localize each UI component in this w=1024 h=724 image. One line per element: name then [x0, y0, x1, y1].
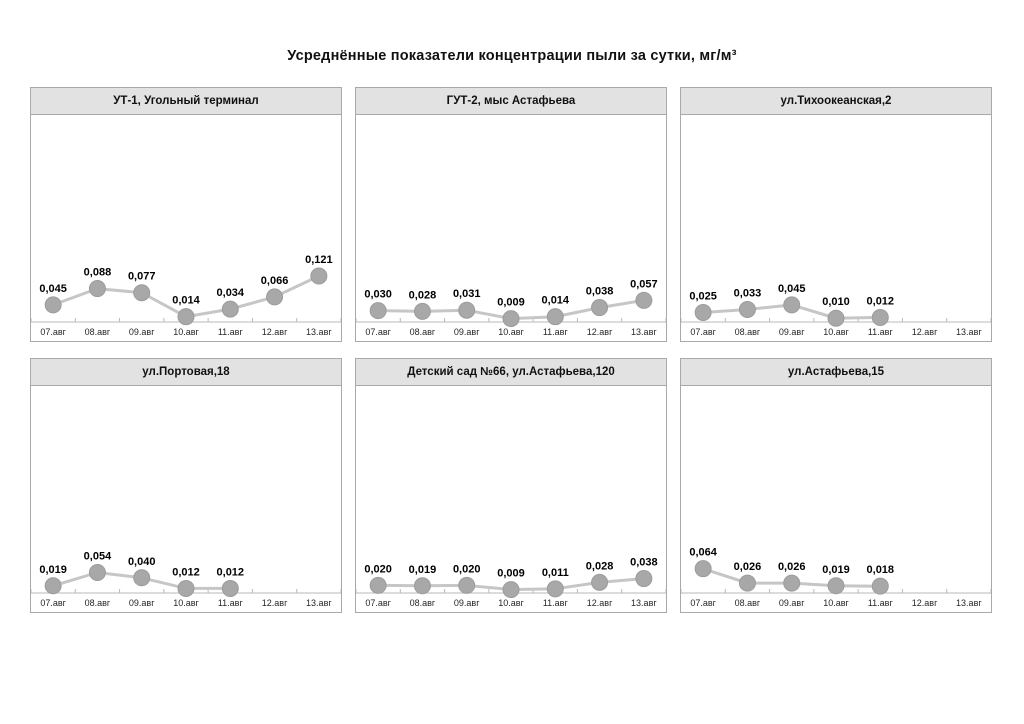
- data-point: [636, 292, 652, 308]
- data-point: [178, 309, 194, 325]
- x-axis-label: 11.авг: [867, 598, 893, 608]
- chart-panel-tikhookeanskaya: [680, 87, 992, 342]
- value-label: 0,034: [216, 287, 245, 300]
- x-axis-label: 09.авг: [778, 598, 805, 608]
- value-label: 0,088: [83, 266, 112, 279]
- x-axis-label: 13.авг: [631, 598, 657, 608]
- x-axis-label: 11.авг: [542, 327, 568, 337]
- chart-title: Детский сад №66, ул.Астафьева,120: [356, 359, 666, 386]
- value-label: 0,040: [127, 555, 156, 568]
- chart-panel-ut1: [30, 87, 342, 342]
- line-chart: [31, 115, 341, 341]
- chart-plot-area: [31, 115, 341, 341]
- value-label: 0,026: [733, 561, 762, 574]
- x-axis-label: 11.авг: [867, 327, 893, 337]
- value-label: 0,010: [822, 296, 850, 309]
- chart-panel-astafyeva15: [680, 358, 992, 613]
- x-axis-label: 12.авг: [911, 327, 938, 337]
- data-point: [178, 580, 194, 596]
- x-axis-label: 12.авг: [586, 327, 613, 337]
- data-point: [592, 574, 608, 590]
- x-axis-label: 12.авг: [586, 598, 613, 608]
- chart-plot-area: [31, 386, 341, 612]
- value-label: 0,045: [777, 282, 806, 295]
- value-label: 0,019: [39, 563, 67, 576]
- x-axis-label: 10.авг: [823, 598, 849, 608]
- data-point: [222, 301, 238, 317]
- data-point: [784, 575, 800, 591]
- data-point: [872, 309, 888, 325]
- x-axis-label: 13.авг: [631, 327, 657, 337]
- data-point: [695, 305, 711, 321]
- chart-plot-area: [681, 386, 991, 612]
- data-point: [414, 578, 430, 594]
- data-point: [414, 303, 430, 319]
- x-axis-label: 09.авг: [453, 327, 480, 337]
- value-label: 0,054: [83, 550, 112, 563]
- value-label: 0,121: [305, 254, 333, 267]
- value-label: 0,009: [497, 567, 525, 580]
- chart-plot-area: [356, 115, 666, 341]
- charts-grid: [30, 87, 992, 613]
- value-label: 0,018: [866, 564, 895, 577]
- chart-title: ул.Астафьева,15: [681, 359, 991, 386]
- chart-title: ГУТ-2, мыс Астафьева: [356, 88, 666, 115]
- data-point: [45, 297, 61, 313]
- value-label: 0,020: [364, 563, 392, 576]
- value-label: 0,019: [822, 563, 850, 576]
- value-label: 0,038: [630, 556, 658, 569]
- x-axis-label: 11.авг: [542, 598, 568, 608]
- data-point: [89, 564, 105, 580]
- x-axis-label: 12.авг: [261, 327, 288, 337]
- chart-title: ул.Портовая,18: [31, 359, 341, 386]
- value-label: 0,033: [733, 287, 762, 300]
- data-point: [459, 577, 475, 593]
- value-label: 0,011: [541, 566, 569, 579]
- value-label: 0,014: [541, 294, 570, 307]
- value-label: 0,057: [630, 278, 658, 291]
- data-point: [872, 578, 888, 594]
- x-axis-label: 13.авг: [956, 598, 982, 608]
- x-axis-label: 07.авг: [40, 598, 66, 608]
- data-point: [592, 300, 608, 316]
- x-axis-label: 08.авг: [734, 327, 761, 337]
- x-axis-label: 08.авг: [409, 598, 436, 608]
- x-axis-label: 13.авг: [306, 327, 332, 337]
- data-point: [222, 580, 238, 596]
- x-axis-label: 11.авг: [217, 327, 243, 337]
- value-label: 0,038: [585, 285, 614, 298]
- data-point: [45, 578, 61, 594]
- chart-title: ул.Тихоокеанская,2: [681, 88, 991, 115]
- data-point: [828, 578, 844, 594]
- x-axis-label: 13.авг: [956, 327, 982, 337]
- x-axis-label: 08.авг: [84, 598, 111, 608]
- x-axis-label: 12.авг: [261, 598, 288, 608]
- chart-plot-area: [681, 115, 991, 341]
- line-chart: [681, 386, 991, 612]
- data-point: [503, 582, 519, 598]
- value-label: 0,014: [172, 294, 200, 307]
- chart-panel-detsky-sad: [355, 358, 667, 613]
- x-axis-label: 13.авг: [306, 598, 332, 608]
- x-axis-label: 10.авг: [173, 327, 199, 337]
- line-chart: [356, 115, 666, 341]
- data-point: [89, 281, 105, 297]
- x-axis-label: 12.авг: [911, 598, 938, 608]
- x-axis-label: 07.авг: [40, 327, 66, 337]
- value-label: 0,009: [497, 296, 525, 309]
- value-label: 0,045: [39, 282, 67, 295]
- value-label: 0,020: [452, 563, 481, 576]
- data-point: [134, 570, 150, 586]
- data-point: [739, 575, 755, 591]
- data-point: [311, 268, 327, 284]
- data-point: [739, 301, 755, 317]
- data-point: [370, 577, 386, 593]
- data-point: [370, 303, 386, 319]
- value-label: 0,030: [364, 288, 392, 301]
- data-point: [134, 285, 150, 301]
- value-label: 0,026: [777, 561, 806, 574]
- x-axis-label: 11.авг: [217, 598, 243, 608]
- x-axis-label: 08.авг: [84, 327, 111, 337]
- data-point: [695, 561, 711, 577]
- value-label: 0,012: [172, 566, 200, 579]
- data-point: [828, 310, 844, 326]
- data-point: [784, 297, 800, 313]
- page-title: Усреднённые показатели концентрации пыли за сутки, мг/м³: [287, 48, 737, 64]
- x-axis-label: 09.авг: [453, 598, 480, 608]
- chart-panel-portovaya: [30, 358, 342, 613]
- value-label: 0,019: [408, 563, 437, 576]
- x-axis-label: 10.авг: [823, 327, 849, 337]
- x-axis-label: 07.авг: [690, 327, 716, 337]
- value-label: 0,025: [689, 290, 717, 303]
- value-label: 0,077: [127, 270, 156, 283]
- x-axis-label: 08.авг: [409, 327, 436, 337]
- x-axis-label: 09.авг: [128, 327, 155, 337]
- x-axis-label: 10.авг: [498, 327, 524, 337]
- line-chart: [681, 115, 991, 341]
- value-label: 0,012: [216, 566, 245, 579]
- x-axis-label: 09.авг: [128, 598, 155, 608]
- x-axis-label: 10.авг: [173, 598, 199, 608]
- x-axis-label: 09.авг: [778, 327, 805, 337]
- line-chart: [31, 386, 341, 612]
- chart-title: УТ-1, Угольный терминал: [31, 88, 341, 115]
- data-point: [267, 289, 283, 305]
- x-axis-label: 10.авг: [498, 598, 524, 608]
- x-axis-label: 07.авг: [365, 327, 391, 337]
- data-point: [459, 302, 475, 318]
- chart-plot-area: [356, 386, 666, 612]
- value-label: 0,066: [260, 274, 289, 287]
- data-point: [547, 309, 563, 325]
- data-point: [503, 311, 519, 327]
- x-axis-label: 08.авг: [734, 598, 761, 608]
- value-label: 0,028: [585, 560, 614, 573]
- data-point: [636, 571, 652, 587]
- x-axis-label: 07.авг: [690, 598, 716, 608]
- chart-panel-gut2: [355, 87, 667, 342]
- value-label: 0,064: [689, 546, 717, 559]
- value-label: 0,012: [866, 295, 895, 308]
- value-label: 0,028: [408, 289, 437, 302]
- x-axis-label: 07.авг: [365, 598, 391, 608]
- line-chart: [356, 386, 666, 612]
- data-point: [547, 581, 563, 597]
- value-label: 0,031: [452, 288, 481, 301]
